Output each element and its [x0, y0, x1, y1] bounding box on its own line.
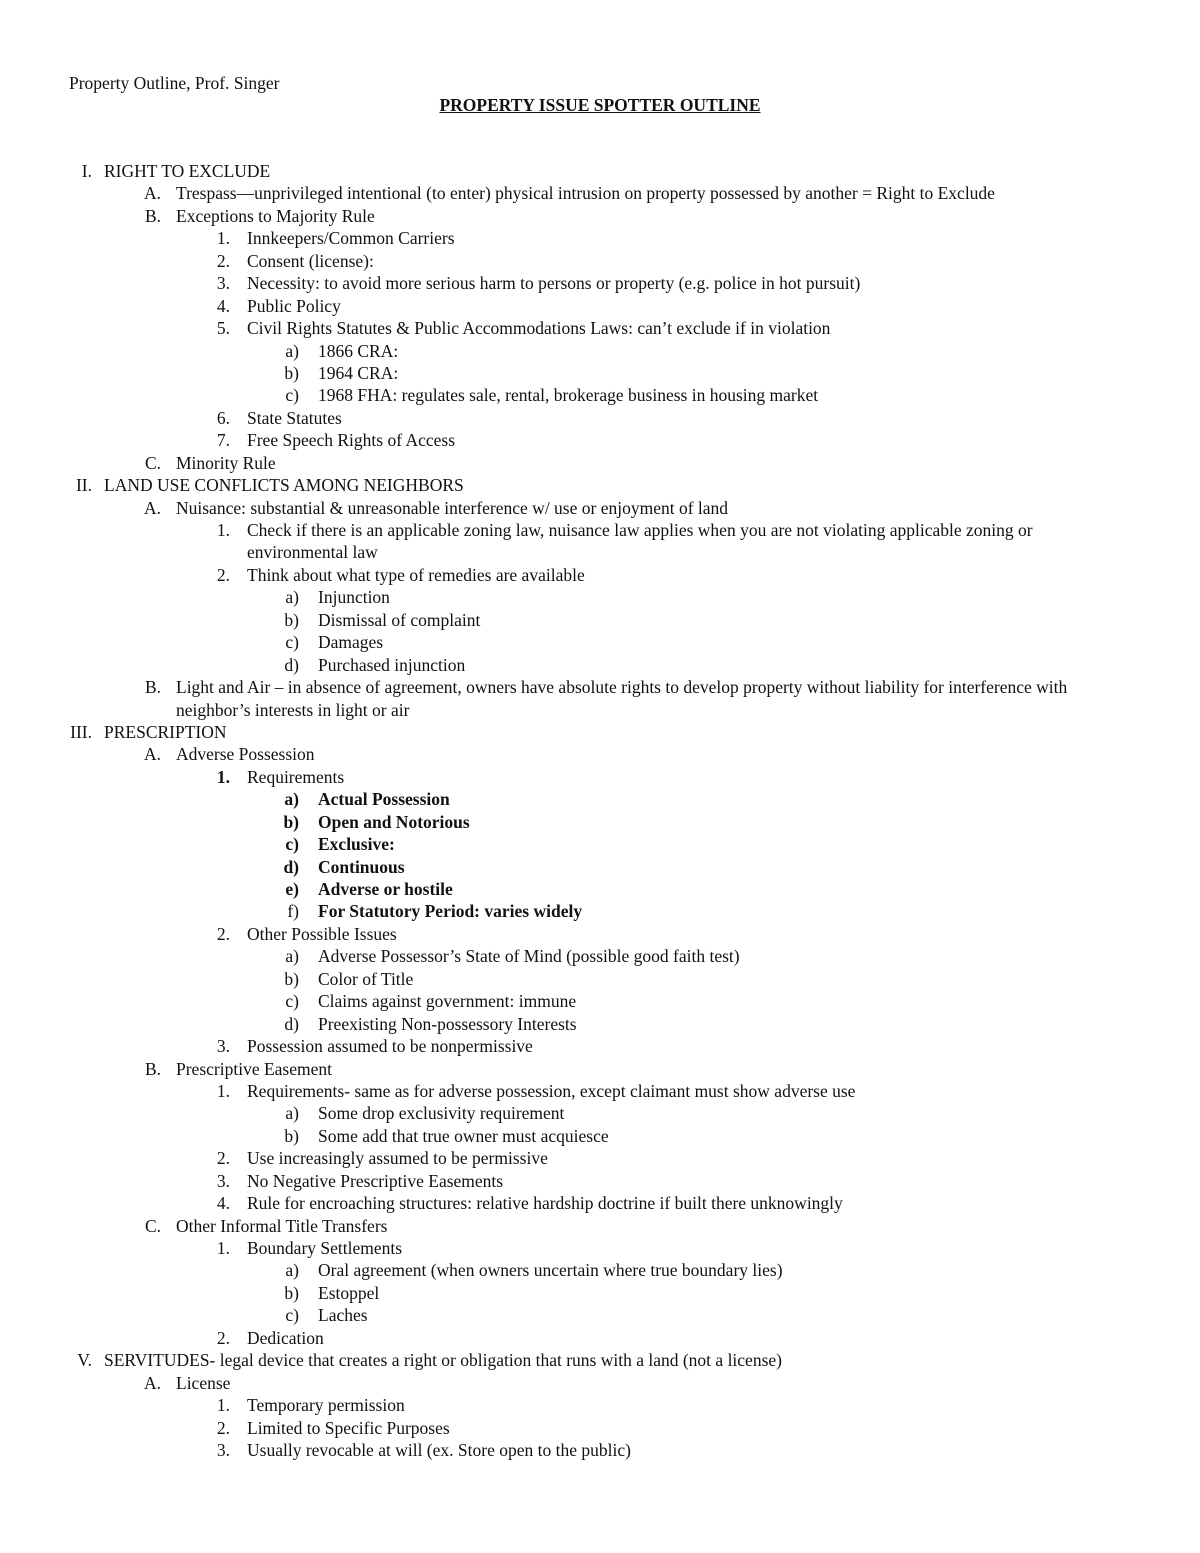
- outline-item-text: Purchased injunction: [318, 654, 466, 675]
- outline-item-text: Usually revocable at will (ex. Store open to the public): [247, 1439, 631, 1460]
- outline-item-number: d): [283, 856, 299, 877]
- outline-item: [0, 362, 1200, 384]
- outline-item: [0, 340, 1200, 362]
- outline-item-text: Oral agreement (when owners uncertain where true boundary lies): [318, 1260, 783, 1281]
- outline-item-text: 1968 FHA: regulates sale, rental, brokerage business in housing market: [318, 385, 819, 406]
- outline-item-number: a): [284, 789, 299, 810]
- outline-item-number: 7.: [216, 430, 230, 451]
- document-header: Property Outline, Prof. Singer: [69, 73, 280, 93]
- outline-item-number: c): [285, 1305, 299, 1326]
- outline-item: [0, 1192, 1200, 1214]
- outline-item: [0, 586, 1200, 608]
- outline-item: [0, 250, 1200, 272]
- outline-item: [0, 1372, 1200, 1394]
- outline-item: [0, 519, 1200, 564]
- outline-item-number: d): [284, 654, 299, 675]
- outline-item-number: 1.: [216, 1080, 230, 1101]
- outline-item-text: Continuous: [318, 856, 405, 877]
- outline-item: [0, 1417, 1200, 1439]
- outline-item-text: 1866 CRA:: [318, 340, 399, 361]
- outline-item: [0, 295, 1200, 317]
- outline-item-number: b): [284, 1282, 299, 1303]
- outline-item-number: 3.: [216, 1170, 230, 1191]
- outline-item: [0, 564, 1200, 586]
- outline-item-number: c): [285, 385, 299, 406]
- outline-item-number: 4.: [216, 1193, 230, 1214]
- outline-item: [0, 160, 1200, 182]
- outline-item: [0, 856, 1200, 878]
- outline-item: [0, 452, 1200, 474]
- outline-item-text: 1964 CRA:: [318, 362, 399, 383]
- outline-item: [0, 1349, 1200, 1371]
- outline-item-number: 2.: [216, 564, 230, 585]
- outline-item-text: Possession assumed to be nonpermissive: [247, 1036, 533, 1057]
- outline-item-text: Necessity: to avoid more serious harm to persons or property (e.g. police in hot pursuit): [247, 273, 861, 294]
- outline-item: [0, 900, 1200, 922]
- outline-item-text: Other Possible Issues: [247, 923, 397, 944]
- outline-item-text: Temporary permission: [247, 1395, 405, 1416]
- outline-item-text: Preexisting Non-possessory Interests: [318, 1013, 577, 1034]
- outline-item-number: b): [284, 968, 299, 989]
- outline-item: [0, 1125, 1200, 1147]
- outline-item-number: A.: [143, 744, 161, 765]
- outline-item: [0, 766, 1200, 788]
- outline-item: [0, 609, 1200, 631]
- outline-item: [0, 1035, 1200, 1057]
- outline-item: [0, 1259, 1200, 1281]
- outline-item-number: 2.: [216, 1327, 230, 1348]
- outline-list: [0, 160, 1200, 1461]
- outline-item-text: Think about what type of remedies are available: [247, 564, 585, 585]
- outline-item-text: Limited to Specific Purposes: [247, 1417, 450, 1438]
- outline-item-text: Adverse Possessor’s State of Mind (possible good faith test): [318, 946, 740, 967]
- outline-item-text: Some drop exclusivity requirement: [318, 1103, 565, 1124]
- outline-item-text: Actual Possession: [318, 789, 450, 810]
- outline-item-text: Damages: [318, 632, 384, 653]
- outline-item-number: f): [287, 901, 299, 922]
- outline-item-text: PRESCRIPTION: [104, 721, 227, 742]
- outline-item-number: 3.: [216, 273, 230, 294]
- outline-item-text: Rule for encroaching structures: relative hardship doctrine if built there unknowingly: [247, 1193, 843, 1214]
- outline-item-number: b): [284, 1125, 299, 1146]
- outline-item: [0, 990, 1200, 1012]
- outline-item: [0, 1102, 1200, 1124]
- outline-item: [0, 721, 1200, 743]
- outline-item-number: e): [285, 879, 299, 900]
- outline-item-number: 3.: [216, 1036, 230, 1057]
- outline-item-text: Minority Rule: [176, 452, 276, 473]
- outline-item-number: 1.: [216, 1238, 230, 1259]
- outline-item-number: I.: [81, 161, 92, 181]
- outline-item-text: Check if there is an applicable zoning law, nuisance law applies when you are not violating applicable zoning or environmental law: [247, 520, 1033, 563]
- outline-item-text: Boundary Settlements: [247, 1238, 403, 1259]
- outline-item-number: A.: [143, 1372, 161, 1393]
- outline-item-number: 5.: [216, 318, 230, 339]
- outline-item-number: C.: [144, 1215, 161, 1236]
- outline-item-number: B.: [144, 205, 161, 226]
- outline-item-text: Use increasingly assumed to be permissive: [247, 1148, 548, 1169]
- outline-item-text: Requirements: [247, 766, 345, 787]
- outline-item-number: b): [284, 609, 299, 630]
- outline-item-number: b): [284, 362, 299, 383]
- outline-item-text: For Statutory Period: varies widely: [318, 901, 583, 922]
- outline-item: [0, 272, 1200, 294]
- outline-item-text: LAND USE CONFLICTS AMONG NEIGHBORS: [104, 475, 464, 496]
- outline-item-text: Civil Rights Statutes & Public Accommodations Laws: can’t exclude if in violation: [247, 318, 831, 339]
- outline-item-number: 1.: [216, 228, 230, 249]
- outline-item-number: A.: [143, 497, 161, 518]
- outline-item-number: 1.: [216, 766, 230, 787]
- outline-item: [0, 811, 1200, 833]
- outline-item-text: Public Policy: [247, 295, 341, 316]
- outline-item-text: Free Speech Rights of Access: [247, 430, 456, 451]
- document-title: PROPERTY ISSUE SPOTTER OUTLINE: [439, 95, 761, 115]
- outline-item: [0, 407, 1200, 429]
- outline-item: [0, 788, 1200, 810]
- outline-item-text: Claims against government: immune: [318, 991, 577, 1012]
- outline-item-number: a): [285, 340, 299, 361]
- outline-item: [0, 227, 1200, 249]
- outline-item: [0, 497, 1200, 519]
- outline-item: [0, 205, 1200, 227]
- outline-item-text: Nuisance: substantial & unreasonable interference w/ use or enjoyment of land: [176, 497, 729, 518]
- outline-item-number: 2.: [216, 923, 230, 944]
- outline-item-number: b): [283, 811, 299, 832]
- outline-item-number: III.: [70, 721, 92, 742]
- outline-item-number: d): [284, 1013, 299, 1034]
- outline-item-text: Dismissal of complaint: [318, 609, 481, 630]
- outline-item-number: 1.: [216, 1395, 230, 1416]
- outline-item-number: B.: [144, 677, 161, 698]
- outline-item-number: 2.: [216, 250, 230, 271]
- outline-item: [0, 429, 1200, 451]
- outline-item-number: 2.: [216, 1417, 230, 1438]
- outline-item-number: B.: [144, 1058, 161, 1079]
- outline-item: [0, 1215, 1200, 1237]
- outline-item-text: Adverse Possession: [176, 744, 315, 765]
- outline-item-text: Exclusive:: [318, 834, 395, 855]
- outline-item-number: c): [285, 632, 299, 653]
- outline-item-text: Injunction: [318, 587, 390, 608]
- outline-item-number: V.: [77, 1350, 92, 1371]
- outline-item-text: Requirements- same as for adverse possession, except claimant must show adverse use: [247, 1080, 856, 1101]
- outline-item-text: Laches: [318, 1305, 368, 1326]
- outline-item-text: SERVITUDES- legal device that creates a right or obligation that runs with a land (not a license): [104, 1350, 782, 1371]
- outline-item: [0, 1080, 1200, 1102]
- outline-item-number: 4.: [216, 295, 230, 316]
- outline-item: [0, 474, 1200, 496]
- outline-item-text: RIGHT TO EXCLUDE: [104, 161, 271, 181]
- outline-item-text: State Statutes: [247, 407, 342, 428]
- outline-item-number: A.: [143, 183, 161, 204]
- outline-item-text: Dedication: [247, 1327, 324, 1348]
- outline-item: [0, 1304, 1200, 1326]
- outline-item-number: 6.: [216, 407, 230, 428]
- outline-item: [0, 1013, 1200, 1035]
- outline-item-number: 3.: [216, 1439, 230, 1460]
- outline-item-text: Trespass—unprivileged intentional (to enter) physical intrusion on property possessed by another = Right to Exclude: [176, 183, 995, 204]
- outline-item-text: Estoppel: [318, 1282, 380, 1303]
- outline-item: [0, 654, 1200, 676]
- outline-item-text: Other Informal Title Transfers: [176, 1215, 388, 1236]
- outline-item-text: License: [176, 1372, 231, 1393]
- outline-item: [0, 1170, 1200, 1192]
- outline-item-text: Open and Notorious: [318, 811, 470, 832]
- outline-item-text: Some add that true owner must acquiesce: [318, 1125, 609, 1146]
- outline-item: [0, 743, 1200, 765]
- outline-item: [0, 945, 1200, 967]
- outline-item-number: a): [285, 1260, 299, 1281]
- outline-item: [0, 923, 1200, 945]
- outline-item: [0, 1394, 1200, 1416]
- outline-item: [0, 833, 1200, 855]
- outline-item-number: c): [285, 834, 299, 855]
- outline-item-number: c): [285, 991, 299, 1012]
- outline-item-number: a): [285, 587, 299, 608]
- outline-item: [0, 631, 1200, 653]
- outline-item: [0, 1058, 1200, 1080]
- outline-item-number: C.: [144, 452, 161, 473]
- outline-item: [0, 878, 1200, 900]
- outline-item: [0, 1327, 1200, 1349]
- outline-item-number: 1.: [216, 520, 230, 540]
- outline-item-text: Exceptions to Majority Rule: [176, 205, 375, 226]
- outline-item: [0, 384, 1200, 406]
- outline-item-text: Innkeepers/Common Carriers: [247, 228, 455, 249]
- outline-item: [0, 317, 1200, 339]
- outline-item-text: Color of Title: [318, 968, 414, 989]
- outline-item-number: a): [285, 1103, 299, 1124]
- outline-item-text: Light and Air – in absence of agreement, owners have absolute rights to develop property without liability for interference with neighbor’s interests in light or air: [176, 677, 1068, 720]
- outline-item: [0, 1439, 1200, 1461]
- outline-item-number: II.: [75, 475, 92, 496]
- outline-item-number: a): [285, 946, 299, 967]
- outline-item: [0, 1282, 1200, 1304]
- outline-item-text: No Negative Prescriptive Easements: [247, 1170, 504, 1191]
- outline-item: [0, 1147, 1200, 1169]
- outline-item-text: Adverse or hostile: [318, 879, 453, 900]
- outline-item: [0, 1237, 1200, 1259]
- outline-item-text: Consent (license):: [247, 250, 374, 271]
- outline-item: [0, 182, 1200, 204]
- outline-item: [0, 968, 1200, 990]
- outline-item: [0, 676, 1200, 721]
- outline-item-text: Prescriptive Easement: [176, 1058, 332, 1079]
- outline-item-number: 2.: [216, 1148, 230, 1169]
